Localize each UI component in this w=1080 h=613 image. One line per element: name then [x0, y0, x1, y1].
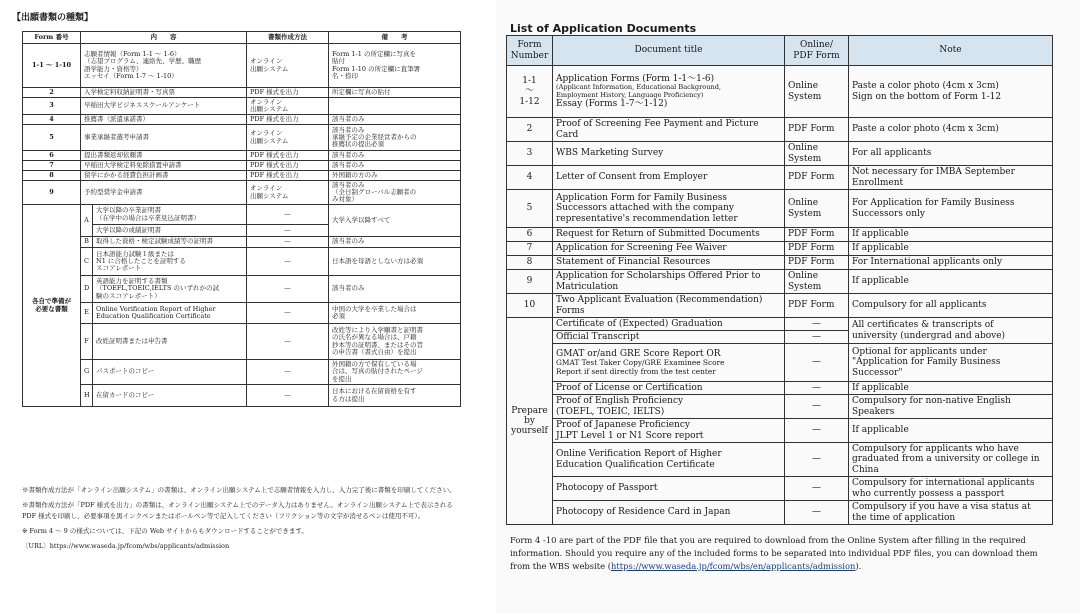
en-note-cell: If applicable: [849, 382, 1053, 395]
jp-form-number: 6: [23, 151, 81, 161]
jp-document-content: 早稲田大学検定料免除措置申請書: [81, 161, 247, 171]
jp-note-cell: 大学入学以降すべて: [329, 205, 461, 237]
jp-creation-method: —: [247, 324, 329, 360]
jp-note-cell: 該当者のみ: [329, 237, 461, 248]
en-table-row: [507, 294, 1053, 318]
en-footnote-end: ).: [855, 561, 862, 572]
en-document-title: [553, 66, 785, 118]
en-document-title: Application for Scholarships Offered Prior to Matriculation: [553, 270, 785, 294]
english-document-panel: [496, 0, 1080, 613]
en-document-title: WBS Marketing Survey: [553, 142, 785, 166]
en-form-type: —: [785, 331, 849, 344]
jp-document-content: 予約型奨学金申請書: [81, 181, 247, 205]
en-title-main: GMAT or/and GRE Score Report OR: [556, 349, 721, 360]
en-table-row: [507, 395, 1053, 419]
jp-note-cell: 日本における在留資格を有す る方は提出: [329, 385, 461, 407]
en-title-main: Application Forms (Form 1-1〜1-6): [556, 74, 715, 85]
jp-sub-letter: A: [81, 205, 93, 237]
jp-table-row: [23, 205, 461, 225]
en-documents-table: [506, 35, 1053, 525]
en-note-cell: If applicable: [849, 242, 1053, 256]
en-note-cell: Compulsory for applicants who have graduated from a university or college in China: [849, 443, 1053, 477]
jp-creation-method: —: [247, 303, 329, 324]
en-note-cell: Not necessary for IMBA September Enrollment: [849, 166, 1053, 190]
japanese-document-panel: [0, 0, 496, 613]
jp-notes: [22, 485, 462, 556]
jp-note: ※ Form 4 〜 9 の様式については、下記の Web サイトからもダウンロードすることができます。: [22, 527, 308, 536]
jp-sub-letter: C: [81, 248, 93, 276]
en-header-document-title: Document title: [553, 36, 785, 66]
en-form-type: —: [785, 419, 849, 443]
jp-creation-method: オンライン 出願システム: [247, 125, 329, 151]
en-form-type: Online System: [785, 66, 849, 118]
en-table-row: [507, 419, 1053, 443]
jp-sub-letter: H: [81, 385, 93, 407]
jp-table-row: [23, 181, 461, 205]
jp-table-row: [23, 276, 461, 303]
en-document-title: Letter of Consent from Employer: [553, 166, 785, 190]
en-table-row: [507, 242, 1053, 256]
jp-header-form-number: Form 番号: [23, 32, 81, 44]
jp-creation-method: PDF 様式を出力: [247, 88, 329, 98]
en-table-row: [507, 118, 1053, 142]
en-form-type: —: [785, 344, 849, 382]
en-form-type: —: [785, 501, 849, 525]
jp-document-content: 事業承継者選考申請書: [81, 125, 247, 151]
jp-document-content: 大学以降の成績証明書: [93, 225, 247, 237]
en-document-title: Proof of Japanese Proficiency JLPT Level 1 or N1 Score report: [553, 419, 785, 443]
jp-document-content: 早稲田大学ビジネススクールアンケート: [81, 98, 247, 115]
jp-note-cell: 改姓等により入学願書と証明書 の氏名が異なる場合は、戸籍 抄本等の証明書、またはその旨 の申告書（書式自由）を提出: [329, 324, 461, 360]
en-form-type: Online System: [785, 270, 849, 294]
jp-document-content: 志願者情報（Form 1-1 〜 1-6） （志望プログラム、連絡先、学歴、職歴 語学能力・資格等） エッセイ（Form 1-7 〜 1-10）: [81, 44, 247, 88]
en-table-row: [507, 501, 1053, 525]
en-document-title: Photocopy of Passport: [553, 477, 785, 501]
jp-table-row: [23, 360, 461, 385]
en-form-type: —: [785, 318, 849, 331]
en-form-number: 4: [507, 166, 553, 190]
en-table-header: [507, 36, 1053, 66]
jp-table-row: [23, 303, 461, 324]
en-table-row: [507, 477, 1053, 501]
en-document-title: List of Application Documents: [510, 22, 697, 35]
en-note-cell: All certificates & transcripts of university (undergrad and above): [849, 318, 1053, 344]
jp-note: ※書類作成方法が「オンライン出願システム」の書類は、オンライン出願システム上で志願者情報を入力し、入力完了後に書類を印刷してください。: [22, 486, 456, 494]
en-note-cell: Compulsory if you have a visa status at the time of application: [849, 501, 1053, 525]
en-form-type: PDF Form: [785, 294, 849, 318]
en-note-cell: Compulsory for all applicants: [849, 294, 1053, 318]
jp-document-content: 在留カードのコピー: [93, 385, 247, 407]
en-table-row: [507, 66, 1053, 118]
en-document-title: Official Transcript: [553, 331, 785, 344]
jp-note-cell: Form 1-1 の所定欄に写真を 貼付 Form 1-10 の所定欄に直筆署 名・捺印: [329, 44, 461, 88]
jp-creation-method: —: [247, 385, 329, 407]
jp-form-number: 3: [23, 98, 81, 115]
en-document-title: Proof of Screening Fee Payment and Picture Card: [553, 118, 785, 142]
en-document-title: Application for Screening Fee Waiver: [553, 242, 785, 256]
jp-creation-method: オンライン 出願システム: [247, 98, 329, 115]
jp-note-cell: 該当者のみ: [329, 151, 461, 161]
jp-creation-method: —: [247, 237, 329, 248]
jp-note-cell: 該当者のみ: [329, 115, 461, 125]
jp-table-row: [23, 324, 461, 360]
en-table-row: [507, 166, 1053, 190]
jp-note-cell: 中国の大学を卒業した場合は 必須: [329, 303, 461, 324]
en-form-type: PDF Form: [785, 242, 849, 256]
jp-note-cell: 日本語を母語としない方は必須: [329, 248, 461, 276]
en-document-title: Two Applicant Evaluation (Recommendation) Forms: [553, 294, 785, 318]
en-form-number: 1-1 〜 1-12: [507, 66, 553, 118]
en-form-number: 3: [507, 142, 553, 166]
en-form-type: PDF Form: [785, 166, 849, 190]
en-document-title: [553, 344, 785, 382]
en-table-row: [507, 443, 1053, 477]
jp-header-note: 備 考: [329, 32, 461, 44]
en-header-form-number: Form Number: [507, 36, 553, 66]
en-note-cell: For International applicants only: [849, 256, 1053, 270]
jp-table-row: [23, 248, 461, 276]
en-table-row: [507, 382, 1053, 395]
en-note-cell: If applicable: [849, 228, 1053, 242]
en-table-row: [507, 190, 1053, 228]
jp-sub-letter: B: [81, 237, 93, 248]
en-header-form-type: Online/ PDF Form: [785, 36, 849, 66]
en-document-title: Proof of English Proficiency (TOEFL, TOEIC, IELTS): [553, 395, 785, 419]
en-note-cell: Paste a color photo (4cm x 3cm) Sign on the bottom of Form 1-12: [849, 66, 1053, 118]
en-note-cell: Compulsory for non-native English Speakers: [849, 395, 1053, 419]
en-table-row: [507, 142, 1053, 166]
jp-note-url: 〔URL〕https://www.waseda.jp/fcom/wbs/applicants/admission: [22, 542, 230, 551]
jp-creation-method: PDF 様式を出力: [247, 151, 329, 161]
jp-table-row: [23, 44, 461, 88]
jp-form-number: 7: [23, 161, 81, 171]
jp-table-row: [23, 88, 461, 98]
en-table-row: [507, 228, 1053, 242]
jp-document-content: 日本語能力試験１級または N1 に合格したことを証明する スコアレポート: [93, 248, 247, 276]
jp-header-content: 内 容: [81, 32, 247, 44]
jp-document-content: Online Verification Report of Higher Education Qualification Certificate: [93, 303, 247, 324]
en-document-title: Statement of Financial Resources: [553, 256, 785, 270]
jp-form-number: 1-1 〜 1-10: [23, 44, 81, 88]
en-form-type: PDF Form: [785, 228, 849, 242]
en-group-label: Prepare by yourself: [507, 318, 553, 525]
jp-table-row: [23, 237, 461, 248]
en-footnote-text: Form 4 -10 are part of the PDF file that you are required to download from the Online System after filling in the required information. Should you require any of the included forms to be separated into individual PDF files, you can download them from the WBS website (: [510, 535, 1038, 572]
jp-creation-method: PDF 様式を出力: [247, 171, 329, 181]
en-footnote: [510, 534, 1050, 573]
en-title-main: Essay (Forms 1-7〜1-12): [556, 98, 668, 109]
jp-note-cell: [329, 98, 461, 115]
jp-document-title: 【出願書類の種類】: [12, 13, 94, 23]
en-form-type: Online System: [785, 190, 849, 228]
jp-group-label: 各自で準備が 必要な書類: [23, 205, 81, 407]
jp-note-cell: 該当者のみ: [329, 161, 461, 171]
jp-table-row: [23, 161, 461, 171]
en-form-type: —: [785, 443, 849, 477]
jp-document-content: 入学検定料収納証明書・写真票: [81, 88, 247, 98]
en-document-title: Proof of License or Certification: [553, 382, 785, 395]
jp-table-row: [23, 98, 461, 115]
en-document-title: Application Form for Family Business Successors attached with the company representative's recommendation letter: [553, 190, 785, 228]
en-form-type: —: [785, 382, 849, 395]
jp-document-content: 英語能力を証明する書類 （TOEFL,TOEIC,IELTS のいずれかの試 験のスコアレポート）: [93, 276, 247, 303]
en-title-detail: GMAT Test Taker Copy/GRE Examinee Score Report if sent directly from the test center: [556, 358, 725, 376]
jp-form-number: 4: [23, 115, 81, 125]
en-document-title: Certificate of (Expected) Graduation: [553, 318, 785, 331]
jp-document-content: 取得した資格・検定試験成績等の証明書: [93, 237, 247, 248]
en-form-type: PDF Form: [785, 118, 849, 142]
en-document-title: Photocopy of Residence Card in Japan: [553, 501, 785, 525]
jp-creation-method: —: [247, 276, 329, 303]
jp-document-content: 大学以降の卒業証明書 （在学中の場合は卒業見込証明書）: [93, 205, 247, 225]
jp-note-cell: 所定欄に写真の貼付: [329, 88, 461, 98]
jp-document-content: 推薦書（派遣承諾書）: [81, 115, 247, 125]
en-form-number: 2: [507, 118, 553, 142]
jp-note-cell: 外国籍の方で保有している場 合は、写真の貼付されたページ を提出: [329, 360, 461, 385]
en-table-row: [507, 318, 1053, 331]
jp-table-header: [23, 32, 461, 44]
jp-table-row: [23, 125, 461, 151]
en-note-cell: If applicable: [849, 419, 1053, 443]
en-table-row: [507, 270, 1053, 294]
en-note-cell: Compulsory for international applicants who currently possess a passport: [849, 477, 1053, 501]
jp-table-row: [23, 385, 461, 407]
jp-table-row: [23, 151, 461, 161]
en-table-row: [507, 344, 1053, 382]
jp-creation-method: PDF 様式を出力: [247, 161, 329, 171]
jp-form-number: 5: [23, 125, 81, 151]
jp-sub-letter: D: [81, 276, 93, 303]
en-note-cell: For Application for Family Business Successors only: [849, 190, 1053, 228]
en-note-cell: Paste a color photo (4cm x 3cm): [849, 118, 1053, 142]
jp-note-cell: 該当者のみ 承継予定の企業経営者からの 推薦状の提出必須: [329, 125, 461, 151]
jp-sub-letter: F: [81, 324, 93, 360]
en-form-number: 10: [507, 294, 553, 318]
jp-note-cell: 外国籍の方のみ: [329, 171, 461, 181]
jp-creation-method: —: [247, 225, 329, 237]
jp-sub-letter: G: [81, 360, 93, 385]
en-form-type: Online System: [785, 142, 849, 166]
en-note-cell: Optional for applicants under "Application for Family Business Successor": [849, 344, 1053, 382]
jp-document-content: 留学にかかる経費負担計画書: [81, 171, 247, 181]
jp-creation-method: —: [247, 248, 329, 276]
en-form-number: 9: [507, 270, 553, 294]
jp-document-content: パスポートのコピー: [93, 360, 247, 385]
jp-form-number: 9: [23, 181, 81, 205]
jp-creation-method: オンライン 出願システム: [247, 181, 329, 205]
jp-table-row: [23, 171, 461, 181]
jp-header-method: 書類作成方法: [247, 32, 329, 44]
en-title-detail: (Applicant Information, Educational Background, Employment History, Language Proficiency): [556, 83, 722, 99]
en-form-number: 5: [507, 190, 553, 228]
en-note-cell: If applicable: [849, 270, 1053, 294]
en-form-number: 7: [507, 242, 553, 256]
jp-note: ※書類作成方法が「PDF 様式を出力」の書類は、オンライン出願システム上でのデータ入力はありません。オンライン出願システム上で表示される PDF 様式を印刷し、必要事項を黒インクペンまたはボールペン等で記入してください（フリクション等の文字が消せるペンは使用不可）。: [22, 501, 453, 521]
jp-creation-method: —: [247, 205, 329, 225]
en-document-title: Online Verification Report of Higher Education Qualification Certificate: [553, 443, 785, 477]
jp-sub-letter: E: [81, 303, 93, 324]
jp-document-content: 改姓証明書または申告書: [93, 324, 247, 360]
jp-creation-method: PDF 様式を出力: [247, 115, 329, 125]
en-document-title: Request for Return of Submitted Documents: [553, 228, 785, 242]
jp-form-number: 8: [23, 171, 81, 181]
jp-creation-method: オンライン 出願システム: [247, 44, 329, 88]
jp-form-number: 2: [23, 88, 81, 98]
jp-document-content: 提出書類返却依頼書: [81, 151, 247, 161]
jp-note-cell: 該当者のみ （全日制グローバル志願者の み対象）: [329, 181, 461, 205]
en-form-type: —: [785, 477, 849, 501]
jp-creation-method: —: [247, 360, 329, 385]
jp-table-row: [23, 115, 461, 125]
en-form-type: PDF Form: [785, 256, 849, 270]
wbs-website-link[interactable]: https://www.waseda.jp/fcom/wbs/en/applicants/admission: [611, 561, 856, 572]
jp-note-cell: 該当者のみ: [329, 276, 461, 303]
jp-documents-table: [22, 31, 461, 407]
en-header-note: Note: [849, 36, 1053, 66]
en-form-number: 6: [507, 228, 553, 242]
en-form-type: —: [785, 395, 849, 419]
en-form-number: 8: [507, 256, 553, 270]
en-note-cell: For all applicants: [849, 142, 1053, 166]
en-table-row: [507, 256, 1053, 270]
